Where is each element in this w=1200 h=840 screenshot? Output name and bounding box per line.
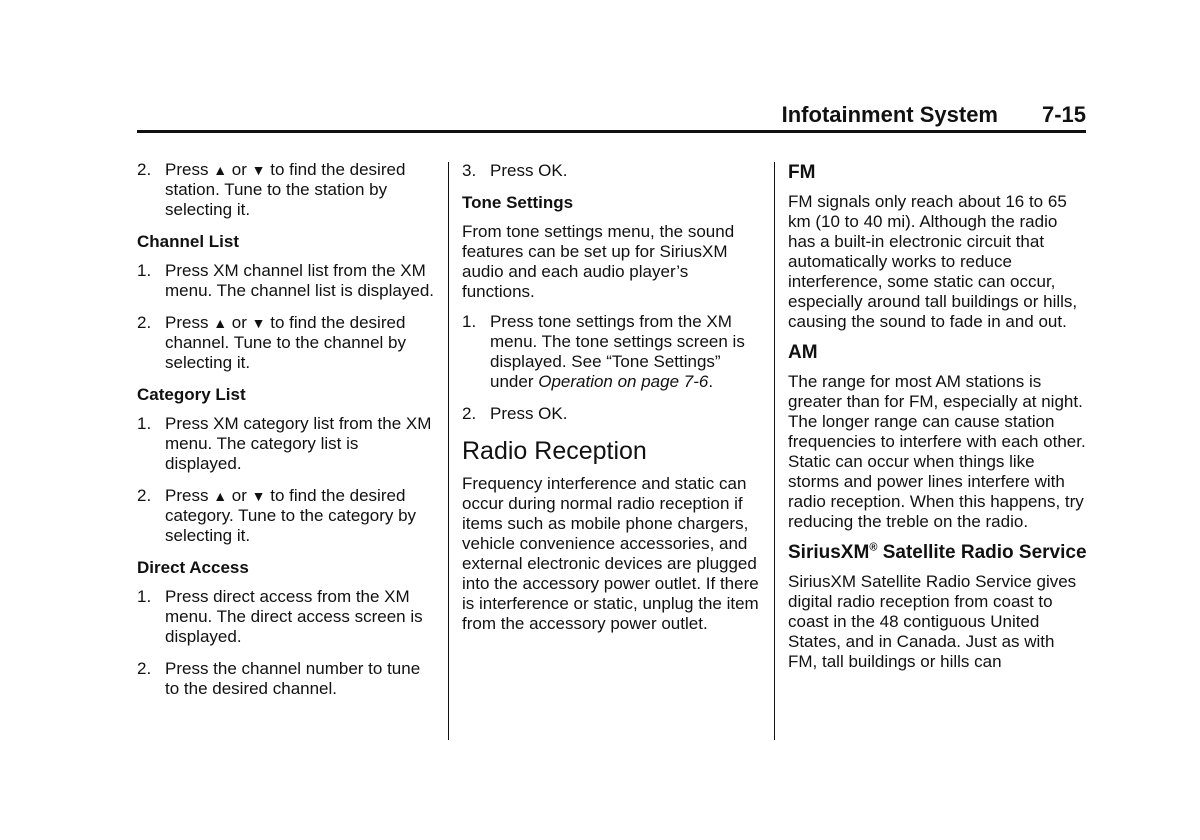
list-number: 2.: [137, 313, 152, 332]
list-item: 2. Press the channel number to tune to the desired channel.: [137, 659, 421, 698]
list-number: 1.: [137, 414, 152, 433]
list-number: 3.: [462, 161, 477, 180]
fm-paragraph: FM signals only reach about 16 to 65 km (10 to 40 mi). Although the radio has a built-in electronic circuit that automatically works to reduce interference, some static can occur, especially around tall buildings or hills, causing the sound to fade in and out.: [788, 192, 1078, 331]
radio-reception-heading: Radio Reception: [462, 437, 647, 465]
up-arrow-icon: ▲: [213, 488, 228, 504]
down-arrow-icon: ▼: [251, 488, 266, 504]
list-item: 3. Press OK.: [462, 161, 568, 180]
list-item: 2. Press ▲ or ▼ to find the desired channel. Tune to the channel by selecting it.: [137, 313, 407, 372]
siriusxm-paragraph: SiriusXM Satellite Radio Service gives digital radio reception from coast to coast in the 48 contiguous United States, and in Canada. Just as with FM, tall buildings or hills can: [788, 572, 1077, 671]
column-divider-1: [448, 162, 449, 740]
list-item: 2. Press OK.: [462, 404, 568, 423]
list-number: 2.: [137, 160, 152, 179]
list-number: 2.: [462, 404, 477, 423]
siriusxm-heading: SiriusXM® Satellite Radio Service: [788, 541, 1087, 563]
page-reference-link[interactable]: Operation on page 7-6: [538, 372, 709, 391]
list-item: 1. Press tone settings from the XM menu. The tone settings screen is displayed. See “Tone Settings” under Operation on page 7-6.: [462, 312, 745, 391]
page-header: [137, 100, 1086, 133]
registered-mark: ®: [869, 541, 878, 554]
category-list-heading: Category List: [137, 385, 246, 404]
list-number: 2.: [137, 486, 152, 505]
column-divider-2: [774, 162, 775, 740]
list-number: 1.: [462, 312, 477, 331]
tone-settings-paragraph: From tone settings menu, the sound features can be set up for SiriusXM audio and each audio player’s functions.: [462, 222, 735, 301]
list-item: 1. Press direct access from the XM menu. The direct access screen is displayed.: [137, 587, 423, 646]
column-3: [788, 162, 1088, 682]
list-number: 1.: [137, 587, 152, 606]
channel-list-heading: Channel List: [137, 232, 240, 251]
column-1: [137, 160, 437, 711]
list-number: 2.: [137, 659, 152, 678]
am-heading: AM: [788, 342, 818, 363]
tone-settings-heading: Tone Settings: [462, 193, 574, 212]
section-title: Infotainment System: [781, 102, 998, 127]
list-item: 2. Press ▲ or ▼ to find the desired category. Tune to the category by selecting it.: [137, 486, 417, 545]
direct-access-heading: Direct Access: [137, 558, 249, 577]
column-2: [462, 161, 762, 644]
list-number: 1.: [137, 261, 152, 280]
list-item: 1. Press XM channel list from the XM menu. The channel list is displayed.: [137, 261, 435, 300]
down-arrow-icon: ▼: [251, 162, 266, 178]
list-item: 2. Press ▲ or ▼ to find the desired station. Tune to the station by selecting it.: [137, 160, 406, 219]
down-arrow-icon: ▼: [251, 315, 266, 331]
page-number: 7-15: [1041, 102, 1086, 127]
radio-reception-paragraph: Frequency interference and static can occur during normal radio reception if items such as mobile phone chargers, vehicle convenience accessories, and external electronic devices are plugged into the accessory power outlet. If there is interference or static, unplug the item from the accessory power outlet.: [462, 474, 759, 633]
fm-heading: FM: [788, 162, 816, 183]
up-arrow-icon: ▲: [213, 162, 228, 178]
list-item: 1. Press XM category list from the XM menu. The category list is displayed.: [137, 414, 432, 473]
am-paragraph: The range for most AM stations is greater than for FM, especially at night. The longer range can cause station frequencies to interfere with each other. Static can occur when things like storms and power lines interfere with radio reception. When this happens, try reducing the treble on the radio.: [788, 372, 1086, 531]
up-arrow-icon: ▲: [213, 315, 228, 331]
